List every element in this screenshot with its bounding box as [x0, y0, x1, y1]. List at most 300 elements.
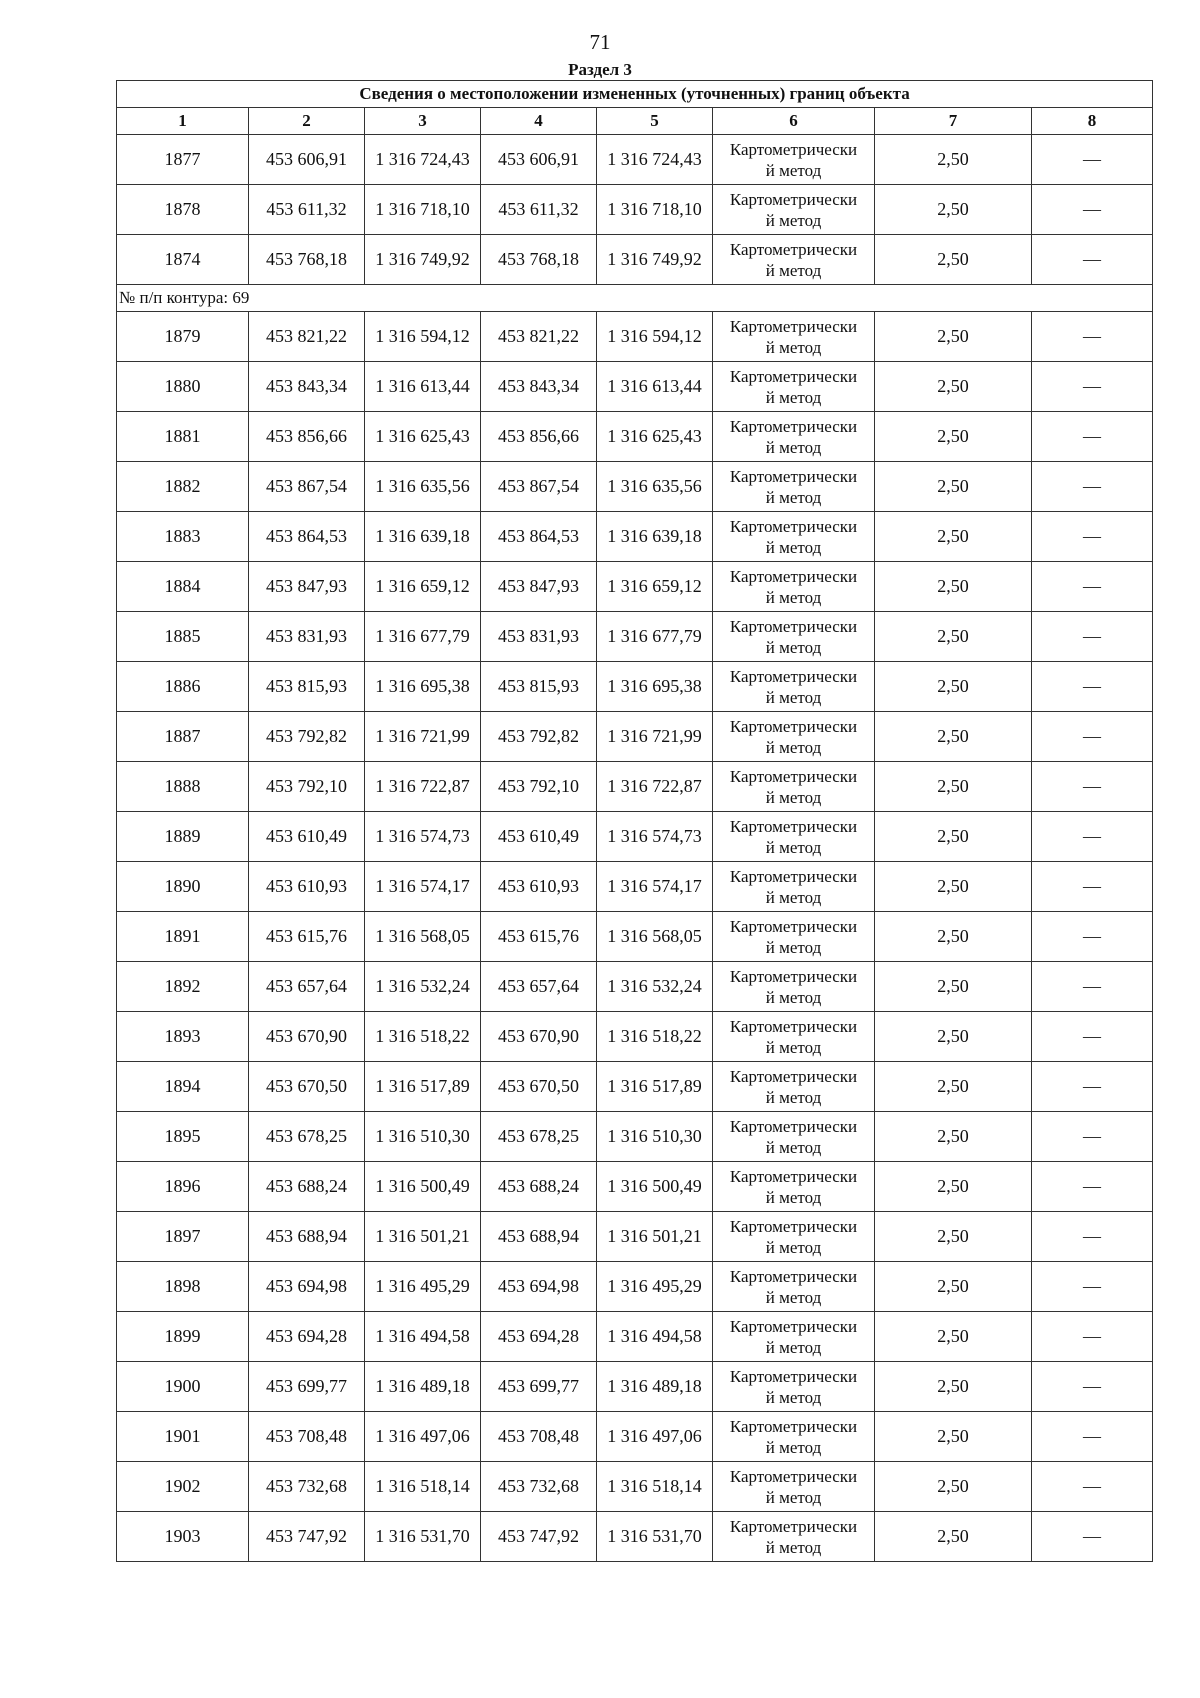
accuracy-cell: 2,50 [875, 412, 1032, 462]
y-coordinate-cell: 1 316 517,89 [597, 1062, 713, 1112]
note-cell: — [1032, 512, 1153, 562]
column-number: 4 [481, 108, 597, 135]
accuracy-cell: 2,50 [875, 462, 1032, 512]
y-coordinate-cell: 1 316 568,05 [365, 912, 481, 962]
y-coordinate-cell: 1 316 494,58 [365, 1312, 481, 1362]
note-cell: — [1032, 1362, 1153, 1412]
table-row [117, 812, 1153, 862]
method-line: Картометрически [729, 666, 858, 686]
method-line: Картометрически [729, 1166, 858, 1186]
accuracy-cell: 2,50 [875, 862, 1032, 912]
x-coordinate-cell: 453 688,24 [249, 1162, 365, 1212]
table-row [117, 135, 1153, 185]
column-number: 5 [597, 108, 713, 135]
y-coordinate-cell: 1 316 518,14 [597, 1462, 713, 1512]
y-coordinate-cell: 1 316 677,79 [597, 612, 713, 662]
method-line: й метод [765, 637, 822, 657]
method-line: й метод [765, 210, 822, 230]
y-coordinate-cell: 1 316 494,58 [597, 1312, 713, 1362]
method-line: й метод [765, 737, 822, 757]
point-number-cell: 1900 [117, 1362, 249, 1412]
y-coordinate-cell: 1 316 635,56 [365, 462, 481, 512]
column-number: 1 [117, 108, 249, 135]
method-cell [713, 1112, 875, 1162]
point-number-cell: 1903 [117, 1512, 249, 1562]
column-number: 3 [365, 108, 481, 135]
accuracy-cell: 2,50 [875, 1512, 1032, 1562]
method-cell [713, 912, 875, 962]
accuracy-cell: 2,50 [875, 962, 1032, 1012]
y-coordinate-cell: 1 316 517,89 [365, 1062, 481, 1112]
point-number-cell: 1877 [117, 135, 249, 185]
x-coordinate-cell: 453 708,48 [249, 1412, 365, 1462]
point-number-cell: 1894 [117, 1062, 249, 1112]
y-coordinate-cell: 1 316 518,22 [597, 1012, 713, 1062]
method-line: Картометрически [729, 466, 858, 486]
x-coordinate-cell: 453 856,66 [249, 412, 365, 462]
note-cell: — [1032, 862, 1153, 912]
method-cell [713, 135, 875, 185]
method-line: Картометрически [729, 1416, 858, 1436]
method-line: Картометрически [729, 1266, 858, 1286]
x-coordinate-cell: 453 867,54 [481, 462, 597, 512]
column-number: 8 [1032, 108, 1153, 135]
accuracy-cell: 2,50 [875, 662, 1032, 712]
point-number-cell: 1892 [117, 962, 249, 1012]
method-line: й метод [765, 1087, 822, 1107]
point-number-cell: 1883 [117, 512, 249, 562]
y-coordinate-cell: 1 316 500,49 [597, 1162, 713, 1212]
method-line: Картометрически [729, 189, 858, 209]
method-cell [713, 612, 875, 662]
method-line: й метод [765, 887, 822, 907]
x-coordinate-cell: 453 694,28 [481, 1312, 597, 1362]
section-title: Раздел 3 [568, 60, 632, 79]
x-coordinate-cell: 453 610,49 [249, 812, 365, 862]
method-line: й метод [765, 487, 822, 507]
method-line: й метод [765, 1437, 822, 1457]
y-coordinate-cell: 1 316 639,18 [365, 512, 481, 562]
y-coordinate-cell: 1 316 510,30 [597, 1112, 713, 1162]
note-cell: — [1032, 312, 1153, 362]
accuracy-cell: 2,50 [875, 135, 1032, 185]
x-coordinate-cell: 453 847,93 [249, 562, 365, 612]
x-coordinate-cell: 453 821,22 [481, 312, 597, 362]
table-row [117, 185, 1153, 235]
x-coordinate-cell: 453 792,82 [481, 712, 597, 762]
note-cell: — [1032, 135, 1153, 185]
accuracy-cell: 2,50 [875, 712, 1032, 762]
method-line: й метод [765, 1037, 822, 1057]
point-number-cell: 1889 [117, 812, 249, 862]
method-cell [713, 1362, 875, 1412]
y-coordinate-cell: 1 316 489,18 [365, 1362, 481, 1412]
y-coordinate-cell: 1 316 501,21 [597, 1212, 713, 1262]
table-row [117, 1362, 1153, 1412]
y-coordinate-cell: 1 316 568,05 [597, 912, 713, 962]
method-cell [713, 1212, 875, 1262]
note-cell: — [1032, 1312, 1153, 1362]
x-coordinate-cell: 453 864,53 [249, 512, 365, 562]
point-number-cell: 1897 [117, 1212, 249, 1262]
note-cell: — [1032, 1462, 1153, 1512]
y-coordinate-cell: 1 316 574,17 [597, 862, 713, 912]
point-number-cell: 1896 [117, 1162, 249, 1212]
table-row [117, 1312, 1153, 1362]
point-number-cell: 1880 [117, 362, 249, 412]
note-cell: — [1032, 712, 1153, 762]
x-coordinate-cell: 453 657,64 [249, 962, 365, 1012]
x-coordinate-cell: 453 815,93 [481, 662, 597, 712]
method-line: Картометрически [729, 616, 858, 636]
point-number-cell: 1884 [117, 562, 249, 612]
y-coordinate-cell: 1 316 495,29 [597, 1262, 713, 1312]
x-coordinate-cell: 453 610,93 [481, 862, 597, 912]
method-line: Картометрически [729, 366, 858, 386]
table-row [117, 1062, 1153, 1112]
point-number-cell: 1901 [117, 1412, 249, 1462]
method-line: й метод [765, 587, 822, 607]
table-row [117, 562, 1153, 612]
x-coordinate-cell: 453 670,50 [481, 1062, 597, 1112]
method-line: Картометрически [729, 239, 858, 259]
y-coordinate-cell: 1 316 625,43 [597, 412, 713, 462]
point-number-cell: 1886 [117, 662, 249, 712]
method-line: Картометрически [729, 816, 858, 836]
y-coordinate-cell: 1 316 724,43 [365, 135, 481, 185]
point-number-cell: 1887 [117, 712, 249, 762]
point-number-cell: 1878 [117, 185, 249, 235]
note-cell: — [1032, 1062, 1153, 1112]
accuracy-cell: 2,50 [875, 762, 1032, 812]
y-coordinate-cell: 1 316 532,24 [597, 962, 713, 1012]
boundary-coordinates-table [116, 80, 1153, 1562]
x-coordinate-cell: 453 732,68 [249, 1462, 365, 1512]
method-line: й метод [765, 260, 822, 280]
note-cell: — [1032, 562, 1153, 612]
table-row [117, 1512, 1153, 1562]
table-row [117, 235, 1153, 285]
point-number-cell: 1881 [117, 412, 249, 462]
accuracy-cell: 2,50 [875, 812, 1032, 862]
method-cell [713, 1062, 875, 1112]
accuracy-cell: 2,50 [875, 235, 1032, 285]
y-coordinate-cell: 1 316 497,06 [597, 1412, 713, 1462]
y-coordinate-cell: 1 316 532,24 [365, 962, 481, 1012]
method-cell [713, 412, 875, 462]
y-coordinate-cell: 1 316 510,30 [365, 1112, 481, 1162]
method-line: Картометрически [729, 416, 858, 436]
note-cell: — [1032, 762, 1153, 812]
x-coordinate-cell: 453 768,18 [481, 235, 597, 285]
y-coordinate-cell: 1 316 500,49 [365, 1162, 481, 1212]
method-line: й метод [765, 1537, 822, 1557]
method-cell [713, 962, 875, 1012]
note-cell: — [1032, 812, 1153, 862]
x-coordinate-cell: 453 843,34 [481, 362, 597, 412]
point-number-cell: 1879 [117, 312, 249, 362]
point-number-cell: 1898 [117, 1262, 249, 1312]
point-number-cell: 1874 [117, 235, 249, 285]
x-coordinate-cell: 453 610,93 [249, 862, 365, 912]
x-coordinate-cell: 453 847,93 [481, 562, 597, 612]
y-coordinate-cell: 1 316 721,99 [365, 712, 481, 762]
point-number-cell: 1885 [117, 612, 249, 662]
accuracy-cell: 2,50 [875, 612, 1032, 662]
accuracy-cell: 2,50 [875, 1362, 1032, 1412]
method-line: Картометрически [729, 516, 858, 536]
x-coordinate-cell: 453 694,98 [481, 1262, 597, 1312]
x-coordinate-cell: 453 615,76 [249, 912, 365, 962]
y-coordinate-cell: 1 316 574,73 [597, 812, 713, 862]
note-cell: — [1032, 1212, 1153, 1262]
point-number-cell: 1891 [117, 912, 249, 962]
method-cell [713, 312, 875, 362]
note-cell: — [1032, 362, 1153, 412]
accuracy-cell: 2,50 [875, 1312, 1032, 1362]
y-coordinate-cell: 1 316 724,43 [597, 135, 713, 185]
y-coordinate-cell: 1 316 495,29 [365, 1262, 481, 1312]
method-line: й метод [765, 1287, 822, 1307]
method-line: й метод [765, 1487, 822, 1507]
method-cell [713, 1162, 875, 1212]
contour-label: № п/п контура: 69 [117, 285, 1153, 312]
method-line: Картометрически [729, 1516, 858, 1536]
method-line: Картометрически [729, 1366, 858, 1386]
method-line: й метод [765, 1137, 822, 1157]
method-line: й метод [765, 1337, 822, 1357]
y-coordinate-cell: 1 316 635,56 [597, 462, 713, 512]
method-cell [713, 1512, 875, 1562]
x-coordinate-cell: 453 843,34 [249, 362, 365, 412]
method-line: Картометрически [729, 1466, 858, 1486]
x-coordinate-cell: 453 610,49 [481, 812, 597, 862]
method-cell [713, 712, 875, 762]
y-coordinate-cell: 1 316 677,79 [365, 612, 481, 662]
accuracy-cell: 2,50 [875, 362, 1032, 412]
x-coordinate-cell: 453 708,48 [481, 1412, 597, 1462]
note-cell: — [1032, 662, 1153, 712]
x-coordinate-cell: 453 821,22 [249, 312, 365, 362]
method-line: й метод [765, 387, 822, 407]
column-number: 7 [875, 108, 1032, 135]
note-cell: — [1032, 1412, 1153, 1462]
method-cell [713, 812, 875, 862]
point-number-cell: 1902 [117, 1462, 249, 1512]
y-coordinate-cell: 1 316 721,99 [597, 712, 713, 762]
y-coordinate-cell: 1 316 722,87 [597, 762, 713, 812]
y-coordinate-cell: 1 316 594,12 [365, 312, 481, 362]
accuracy-cell: 2,50 [875, 1112, 1032, 1162]
note-cell: — [1032, 235, 1153, 285]
note-cell: — [1032, 1112, 1153, 1162]
method-line: Картометрически [729, 566, 858, 586]
method-line: й метод [765, 937, 822, 957]
method-cell [713, 235, 875, 285]
x-coordinate-cell: 453 694,98 [249, 1262, 365, 1312]
x-coordinate-cell: 453 688,24 [481, 1162, 597, 1212]
contour-row [117, 285, 1153, 312]
y-coordinate-cell: 1 316 625,43 [365, 412, 481, 462]
table-row [117, 1262, 1153, 1312]
x-coordinate-cell: 453 678,25 [481, 1112, 597, 1162]
method-line: Картометрически [729, 1316, 858, 1336]
method-cell [713, 185, 875, 235]
x-coordinate-cell: 453 747,92 [481, 1512, 597, 1562]
y-coordinate-cell: 1 316 518,14 [365, 1462, 481, 1512]
column-number-row [117, 108, 1153, 135]
y-coordinate-cell: 1 316 594,12 [597, 312, 713, 362]
x-coordinate-cell: 453 611,32 [481, 185, 597, 235]
method-line: Картометрически [729, 966, 858, 986]
method-line: Картометрически [729, 1216, 858, 1236]
x-coordinate-cell: 453 768,18 [249, 235, 365, 285]
y-coordinate-cell: 1 316 659,12 [597, 562, 713, 612]
y-coordinate-cell: 1 316 749,92 [597, 235, 713, 285]
method-line: й метод [765, 787, 822, 807]
x-coordinate-cell: 453 670,90 [481, 1012, 597, 1062]
y-coordinate-cell: 1 316 718,10 [597, 185, 713, 235]
accuracy-cell: 2,50 [875, 1062, 1032, 1112]
accuracy-cell: 2,50 [875, 1162, 1032, 1212]
method-line: й метод [765, 1187, 822, 1207]
method-line: Картометрически [729, 916, 858, 936]
caption-row [117, 81, 1153, 108]
point-number-cell: 1895 [117, 1112, 249, 1162]
x-coordinate-cell: 453 815,93 [249, 662, 365, 712]
x-coordinate-cell: 453 792,82 [249, 712, 365, 762]
note-cell: — [1032, 412, 1153, 462]
accuracy-cell: 2,50 [875, 562, 1032, 612]
table-row [117, 1462, 1153, 1512]
table-row [117, 662, 1153, 712]
x-coordinate-cell: 453 670,90 [249, 1012, 365, 1062]
x-coordinate-cell: 453 699,77 [249, 1362, 365, 1412]
x-coordinate-cell: 453 611,32 [249, 185, 365, 235]
table-row [117, 362, 1153, 412]
table-row [117, 312, 1153, 362]
y-coordinate-cell: 1 316 695,38 [597, 662, 713, 712]
table-body [117, 135, 1153, 1562]
x-coordinate-cell: 453 831,93 [481, 612, 597, 662]
y-coordinate-cell: 1 316 722,87 [365, 762, 481, 812]
note-cell: — [1032, 962, 1153, 1012]
table-row [117, 1112, 1153, 1162]
x-coordinate-cell: 453 657,64 [481, 962, 597, 1012]
x-coordinate-cell: 453 678,25 [249, 1112, 365, 1162]
y-coordinate-cell: 1 316 574,17 [365, 862, 481, 912]
y-coordinate-cell: 1 316 518,22 [365, 1012, 481, 1062]
y-coordinate-cell: 1 316 574,73 [365, 812, 481, 862]
table-row [117, 412, 1153, 462]
method-line: й метод [765, 987, 822, 1007]
table-row [117, 1412, 1153, 1462]
method-cell [713, 362, 875, 412]
y-coordinate-cell: 1 316 613,44 [365, 362, 481, 412]
accuracy-cell: 2,50 [875, 1212, 1032, 1262]
note-cell: — [1032, 1512, 1153, 1562]
x-coordinate-cell: 453 615,76 [481, 912, 597, 962]
y-coordinate-cell: 1 316 718,10 [365, 185, 481, 235]
table-row [117, 1212, 1153, 1262]
method-cell [713, 1412, 875, 1462]
point-number-cell: 1888 [117, 762, 249, 812]
accuracy-cell: 2,50 [875, 312, 1032, 362]
y-coordinate-cell: 1 316 639,18 [597, 512, 713, 562]
method-line: Картометрически [729, 139, 858, 159]
x-coordinate-cell: 453 792,10 [249, 762, 365, 812]
note-cell: — [1032, 1262, 1153, 1312]
x-coordinate-cell: 453 694,28 [249, 1312, 365, 1362]
method-line: й метод [765, 337, 822, 357]
accuracy-cell: 2,50 [875, 1462, 1032, 1512]
note-cell: — [1032, 1162, 1153, 1212]
method-cell [713, 662, 875, 712]
table-row [117, 862, 1153, 912]
accuracy-cell: 2,50 [875, 912, 1032, 962]
table-row [117, 912, 1153, 962]
accuracy-cell: 2,50 [875, 1412, 1032, 1462]
method-cell [713, 462, 875, 512]
accuracy-cell: 2,50 [875, 1012, 1032, 1062]
note-cell: — [1032, 612, 1153, 662]
note-cell: — [1032, 912, 1153, 962]
point-number-cell: 1890 [117, 862, 249, 912]
note-cell: — [1032, 1012, 1153, 1062]
x-coordinate-cell: 453 732,68 [481, 1462, 597, 1512]
y-coordinate-cell: 1 316 613,44 [597, 362, 713, 412]
method-line: й метод [765, 537, 822, 557]
method-line: Картометрически [729, 1066, 858, 1086]
method-cell [713, 562, 875, 612]
x-coordinate-cell: 453 867,54 [249, 462, 365, 512]
x-coordinate-cell: 453 864,53 [481, 512, 597, 562]
method-cell [713, 1462, 875, 1512]
method-cell [713, 512, 875, 562]
table-row [117, 762, 1153, 812]
table-row [117, 512, 1153, 562]
x-coordinate-cell: 453 688,94 [249, 1212, 365, 1262]
x-coordinate-cell: 453 688,94 [481, 1212, 597, 1262]
method-line: й метод [765, 1237, 822, 1257]
x-coordinate-cell: 453 670,50 [249, 1062, 365, 1112]
method-cell [713, 1012, 875, 1062]
x-coordinate-cell: 453 606,91 [249, 135, 365, 185]
method-line: Картометрически [729, 866, 858, 886]
method-line: й метод [765, 160, 822, 180]
note-cell: — [1032, 185, 1153, 235]
point-number-cell: 1899 [117, 1312, 249, 1362]
method-cell [713, 1262, 875, 1312]
method-cell [713, 862, 875, 912]
x-coordinate-cell: 453 747,92 [249, 1512, 365, 1562]
note-cell: — [1032, 462, 1153, 512]
table-caption: Сведения о местоположении измененных (уточненных) границ объекта [117, 81, 1153, 108]
method-line: й метод [765, 837, 822, 857]
x-coordinate-cell: 453 856,66 [481, 412, 597, 462]
point-number-cell: 1893 [117, 1012, 249, 1062]
method-line: Картометрически [729, 316, 858, 336]
y-coordinate-cell: 1 316 489,18 [597, 1362, 713, 1412]
method-line: й метод [765, 1387, 822, 1407]
y-coordinate-cell: 1 316 501,21 [365, 1212, 481, 1262]
y-coordinate-cell: 1 316 531,70 [597, 1512, 713, 1562]
page-number: 71 [589, 30, 611, 54]
method-line: Картометрически [729, 716, 858, 736]
table-row [117, 612, 1153, 662]
method-line: Картометрически [729, 1116, 858, 1136]
table-row [117, 1012, 1153, 1062]
